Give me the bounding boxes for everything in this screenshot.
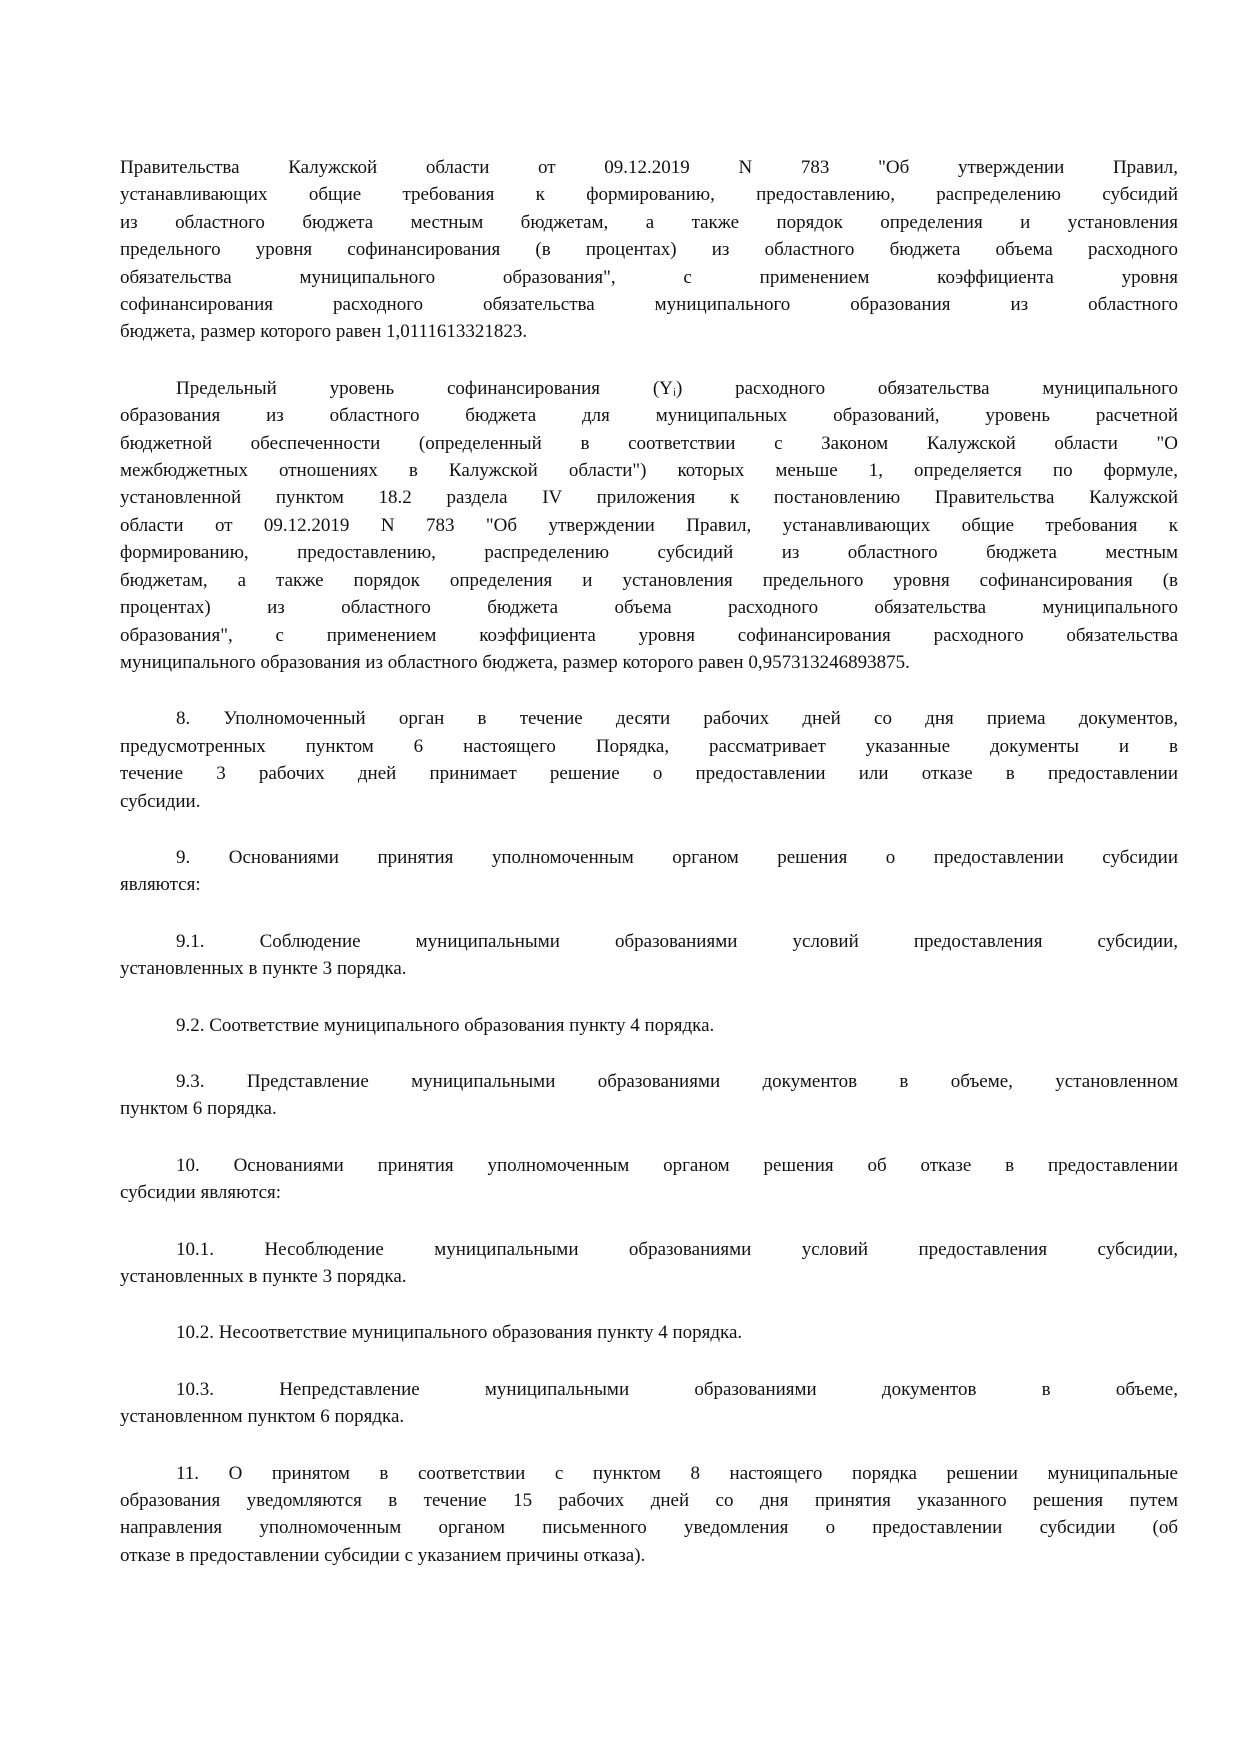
text-line: предусмотренных пунктом 6 настоящего Порядка, рассматривает указанные документы и в	[120, 735, 1178, 757]
text-line: устанавливающих общие требования к формированию, предоставлению, распределению субсидий	[120, 184, 1178, 206]
text-line: 9.1. Соблюдение муниципальными образованиями условий предоставления субсидии,	[176, 930, 1178, 952]
text-line: процентах) из областного бюджета объема расходного обязательства муниципального	[120, 597, 1178, 619]
text-line: образования из областного бюджета для муниципальных образований, уровень расчетной	[120, 405, 1178, 427]
text-line: бюджетной обеспеченности (определенный в соответствии с Законом Калужской области "О	[120, 432, 1178, 454]
text-line: образования", с применением коэффициента уровня софинансирования расходного обязательства	[120, 624, 1178, 646]
document-page	[120, 154, 1178, 1598]
text-line: бюджетам, а также порядок определения и установления предельного уровня софинансирования (в	[120, 569, 1178, 591]
text-line: направления уполномоченным органом письменного уведомления о предоставлении субсидии (об	[120, 1517, 1178, 1539]
text-line: Предельный уровень софинансирования (Yᵢ) расходного обязательства муниципального	[176, 377, 1178, 399]
paragraph	[120, 1376, 1178, 1431]
text-line: установленной пунктом 18.2 раздела IV приложения к постановлению Правительства Калужской	[120, 487, 1178, 509]
text-line: 9. Основаниями принятия уполномоченным органом решения о предоставлении субсидии	[176, 846, 1178, 868]
text-line: межбюджетных отношениях в Калужской области") которых меньше 1, определяется по формуле,	[120, 460, 1178, 482]
text-line: течение 3 рабочих дней принимает решение о предоставлении или отказе в предоставлении	[120, 763, 1178, 785]
paragraph	[120, 1319, 1178, 1346]
text-line: предельного уровня софинансирования (в процентах) из областного бюджета объема расходного	[120, 239, 1178, 261]
text-line: установленном пунктом 6 порядка.	[120, 1406, 405, 1428]
text-line: являются:	[120, 874, 201, 896]
text-line: обязательства муниципального образования", с применением коэффициента уровня	[120, 266, 1178, 288]
text-line: пунктом 6 порядка.	[120, 1098, 277, 1120]
text-line: 10.2. Несоответствие муниципального образования пункту 4 порядка.	[176, 1322, 743, 1344]
text-line: 9.2. Соответствие муниципального образования пункту 4 порядка.	[176, 1014, 715, 1036]
text-line: субсидии.	[120, 790, 201, 812]
paragraph	[120, 154, 1178, 346]
text-line: 10. Основаниями принятия уполномоченным органом решения об отказе в предоставлении	[176, 1154, 1178, 1176]
text-line: бюджета, размер которого равен 1,0111613321823.	[120, 321, 528, 343]
text-line: 8. Уполномоченный орган в течение десяти рабочих дней со дня приема документов,	[176, 708, 1178, 730]
text-line: Правительства Калужской области от 09.12.2019 N 783 "Об утверждении Правил,	[120, 157, 1178, 178]
text-line: установленных в пункте 3 порядка.	[120, 958, 407, 980]
text-line: формированию, предоставлению, распределению субсидий из областного бюджета местным	[120, 542, 1178, 564]
text-line: из областного бюджета местным бюджетам, а также порядок определения и установления	[120, 211, 1178, 233]
paragraph	[120, 375, 1178, 676]
paragraph	[120, 844, 1178, 899]
paragraph	[120, 1460, 1178, 1570]
text-line: отказе в предоставлении субсидии с указанием причины отказа).	[120, 1544, 646, 1566]
text-line: 11. О принятом в соответствии с пунктом 8 настоящего порядка решении муниципальные	[176, 1462, 1178, 1484]
text-line: 10.1. Несоблюдение муниципальными образованиями условий предоставления субсидии,	[176, 1238, 1178, 1260]
text-line: области от 09.12.2019 N 783 "Об утверждении Правил, устанавливающих общие требования к	[120, 514, 1178, 536]
text-line: 9.3. Представление муниципальными образованиями документов в объеме, установленном	[176, 1070, 1178, 1092]
paragraph	[120, 705, 1178, 815]
text-line: субсидии являются:	[120, 1182, 282, 1204]
paragraph	[120, 1068, 1178, 1123]
paragraph	[120, 1152, 1178, 1207]
paragraph	[120, 1012, 1178, 1039]
text-line: образования уведомляются в течение 15 рабочих дней со дня принятия указанного решения путем	[120, 1490, 1178, 1512]
paragraph	[120, 1236, 1178, 1291]
text-line: софинансирования расходного обязательства муниципального образования из областного	[120, 294, 1178, 316]
text-line: установленных в пункте 3 порядка.	[120, 1266, 407, 1287]
paragraph	[120, 928, 1178, 983]
text-line: 10.3. Непредставление муниципальными образованиями документов в объеме,	[176, 1378, 1178, 1400]
text-line: муниципального образования из областного бюджета, размер которого равен 0,957313246893875.	[120, 651, 910, 673]
